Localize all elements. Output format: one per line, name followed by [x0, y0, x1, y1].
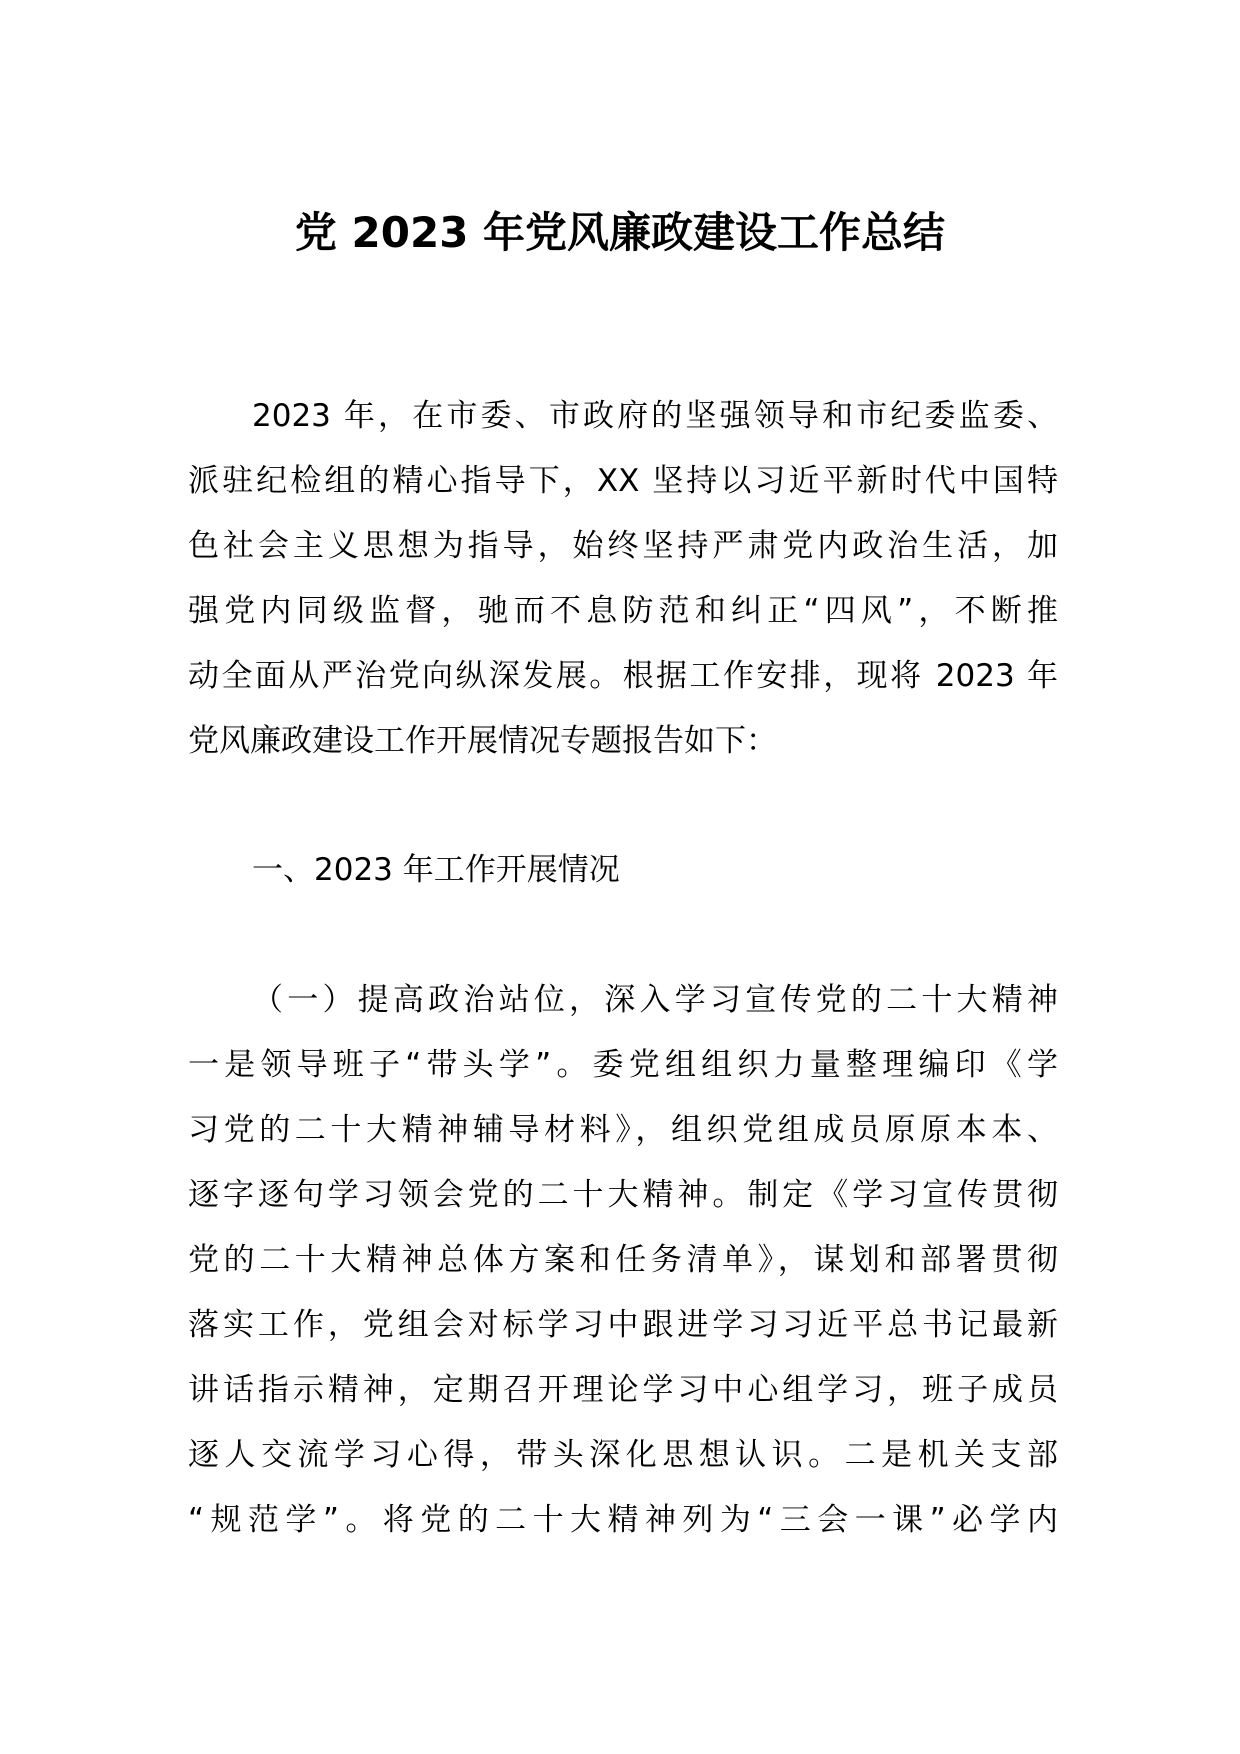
intro-line: 色社会主义思想为指导，始终坚持严肃党内政治生活，加 — [188, 528, 1058, 564]
section-heading — [188, 838, 1058, 903]
intro-paragraph — [188, 384, 1058, 774]
intro-line: 党风廉政建设工作开展情况专题报告如下： — [188, 723, 777, 759]
section-paragraph — [188, 968, 1058, 1553]
section-line: 一是领导班子“带头学”。委党组组织力量整理编印《学 — [188, 1047, 1058, 1083]
section-line: 逐字逐句学习领会党的二十大精神。制定《学习宣传贯彻 — [188, 1177, 1058, 1213]
intro-line: 动全面从严治党向纵深发展。根据工作安排，现将 2023 年 — [188, 658, 1058, 694]
section-heading-text: 一、2023 年工作开展情况 — [252, 852, 620, 888]
section-line: （一）提高政治站位，深入学习宣传党的二十大精神 — [252, 982, 1058, 1018]
intro-line: 2023 年，在市委、市政府的坚强领导和市纪委监委、 — [252, 398, 1058, 434]
section-line: 党的二十大精神总体方案和任务清单》，谋划和部署贯彻 — [188, 1242, 1058, 1278]
document-title: 党 2023 年党风廉政建设工作总结 — [294, 208, 946, 257]
section-line: 落实工作，党组会对标学习中跟进学习习近平总书记最新 — [188, 1307, 1058, 1343]
intro-line: 强党内同级监督，驰而不息防范和纠正“四风”，不断推 — [188, 593, 1058, 629]
section-line: “规范学”。将党的二十大精神列为“三会一课”必学内 — [188, 1502, 1058, 1538]
section-line: 讲话指示精神，定期召开理论学习中心组学习，班子成员 — [188, 1372, 1058, 1408]
section-line: 习党的二十大精神辅导材料》，组织党组成员原原本本、 — [188, 1112, 1058, 1148]
section-line: 逐人交流学习心得，带头深化思想认识。二是机关支部 — [188, 1437, 1058, 1473]
intro-line: 派驻纪检组的精心指导下，XX 坚持以习近平新时代中国特 — [188, 463, 1058, 499]
